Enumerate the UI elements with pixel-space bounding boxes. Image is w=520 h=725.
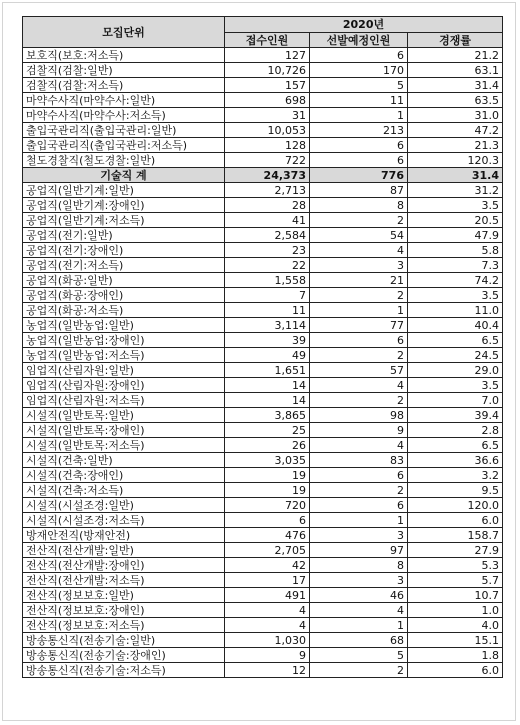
selected-cell: 87 — [310, 183, 408, 198]
rate-cell: 6.0 — [408, 663, 503, 678]
rate-cell: 158.7 — [408, 528, 503, 543]
applicants-cell: 11 — [225, 303, 310, 318]
table-row — [23, 138, 503, 153]
header-applicants: 접수인원 — [225, 33, 310, 48]
applicants-cell: 7 — [225, 288, 310, 303]
unit-cell: 보호직(보호:저소득) — [23, 48, 225, 63]
table-row — [23, 588, 503, 603]
unit-cell: 공업직(화공:일반) — [23, 273, 225, 288]
table-row — [23, 213, 503, 228]
applicants-cell: 14 — [225, 393, 310, 408]
applicants-cell: 128 — [225, 138, 310, 153]
applicants-cell: 19 — [225, 483, 310, 498]
selected-cell: 46 — [310, 588, 408, 603]
selected-cell: 1 — [310, 513, 408, 528]
selected-cell: 3 — [310, 528, 408, 543]
table-row — [23, 393, 503, 408]
rate-cell: 3.2 — [408, 468, 503, 483]
selected-cell: 11 — [310, 93, 408, 108]
rate-cell: 3.5 — [408, 198, 503, 213]
applicants-cell: 22 — [225, 258, 310, 273]
rate-cell: 31.0 — [408, 108, 503, 123]
selected-cell: 4 — [310, 603, 408, 618]
table-row — [23, 648, 503, 663]
rate-cell: 74.2 — [408, 273, 503, 288]
unit-cell: 시설직(건축:저소득) — [23, 483, 225, 498]
applicants-cell: 3,035 — [225, 453, 310, 468]
unit-cell: 임업직(산림자원:장애인) — [23, 378, 225, 393]
unit-cell: 검찰직(검찰:일반) — [23, 63, 225, 78]
rate-cell: 7.0 — [408, 393, 503, 408]
unit-cell: 농업직(일반농업:저소득) — [23, 348, 225, 363]
unit-cell: 전산직(정보보호:장애인) — [23, 603, 225, 618]
applicants-cell: 2,713 — [225, 183, 310, 198]
selected-cell: 2 — [310, 288, 408, 303]
applicants-cell: 42 — [225, 558, 310, 573]
rate-cell: 6.5 — [408, 438, 503, 453]
header-unit: 모집단위 — [23, 17, 225, 48]
rate-cell: 3.5 — [408, 378, 503, 393]
rate-cell: 1.8 — [408, 648, 503, 663]
unit-cell: 철도경찰직(철도경찰:일반) — [23, 153, 225, 168]
rate-cell: 40.4 — [408, 318, 503, 333]
selected-cell: 68 — [310, 633, 408, 648]
table-body — [23, 48, 503, 678]
unit-cell: 방송통신직(전송기술:장애인) — [23, 648, 225, 663]
applicants-cell: 4 — [225, 603, 310, 618]
rate-cell: 27.9 — [408, 543, 503, 558]
unit-cell: 공업직(일반기계:저소득) — [23, 213, 225, 228]
table-row — [23, 633, 503, 648]
table-row — [23, 108, 503, 123]
rate-cell: 4.0 — [408, 618, 503, 633]
table-row — [23, 543, 503, 558]
unit-cell: 공업직(전기:저소득) — [23, 258, 225, 273]
unit-cell: 전산직(정보보호:일반) — [23, 588, 225, 603]
applicants-cell: 23 — [225, 243, 310, 258]
table-row — [23, 438, 503, 453]
applicants-cell: 3,114 — [225, 318, 310, 333]
unit-cell: 임업직(산림자원:일반) — [23, 363, 225, 378]
unit-cell: 마약수사직(마약수사:저소득) — [23, 108, 225, 123]
selected-cell: 2 — [310, 348, 408, 363]
table-row — [23, 318, 503, 333]
table-row — [23, 618, 503, 633]
selected-cell: 6 — [310, 498, 408, 513]
table-row — [23, 483, 503, 498]
unit-cell: 전산직(전산개발:일반) — [23, 543, 225, 558]
table-row — [23, 273, 503, 288]
selected-cell: 54 — [310, 228, 408, 243]
applicants-cell: 17 — [225, 573, 310, 588]
table-row — [23, 363, 503, 378]
applicants-cell: 4 — [225, 618, 310, 633]
rate-cell: 3.5 — [408, 288, 503, 303]
unit-cell: 시설직(일반토목:일반) — [23, 408, 225, 423]
applicants-cell: 10,053 — [225, 123, 310, 138]
selected-cell: 4 — [310, 438, 408, 453]
table-row — [23, 558, 503, 573]
selected-cell: 5 — [310, 78, 408, 93]
rate-cell: 63.1 — [408, 63, 503, 78]
table-row — [23, 333, 503, 348]
selected-cell: 1 — [310, 108, 408, 123]
table-row — [23, 243, 503, 258]
unit-cell: 전산직(정보보호:저소득) — [23, 618, 225, 633]
table-row — [23, 48, 503, 63]
table-row — [23, 183, 503, 198]
selected-cell: 98 — [310, 408, 408, 423]
selected-cell: 77 — [310, 318, 408, 333]
unit-cell: 시설직(건축:일반) — [23, 453, 225, 468]
selected-cell: 6 — [310, 333, 408, 348]
applicants-cell: 491 — [225, 588, 310, 603]
applicants-cell: 698 — [225, 93, 310, 108]
table-row — [23, 453, 503, 468]
selected-cell: 1 — [310, 618, 408, 633]
unit-cell: 전산직(전산개발:장애인) — [23, 558, 225, 573]
table-row — [23, 258, 503, 273]
selected-cell: 83 — [310, 453, 408, 468]
selected-cell: 2 — [310, 213, 408, 228]
selected-cell: 6 — [310, 138, 408, 153]
unit-cell: 검찰직(검찰:저소득) — [23, 78, 225, 93]
applicants-cell: 1,651 — [225, 363, 310, 378]
table-row — [23, 288, 503, 303]
applicants-cell: 25 — [225, 423, 310, 438]
selected-cell: 2 — [310, 483, 408, 498]
table-row — [23, 63, 503, 78]
selected-cell: 6 — [310, 153, 408, 168]
rate-cell: 11.0 — [408, 303, 503, 318]
applicants-cell: 31 — [225, 108, 310, 123]
applicants-cell: 127 — [225, 48, 310, 63]
selected-cell: 3 — [310, 258, 408, 273]
selected-cell: 6 — [310, 48, 408, 63]
rate-cell: 7.3 — [408, 258, 503, 273]
rate-cell: 31.2 — [408, 183, 503, 198]
table-row — [23, 303, 503, 318]
applicants-cell: 2,584 — [225, 228, 310, 243]
selected-cell: 57 — [310, 363, 408, 378]
selected-cell: 1 — [310, 303, 408, 318]
unit-cell: 마약수사직(마약수사:일반) — [23, 93, 225, 108]
unit-cell: 공업직(화공:장애인) — [23, 288, 225, 303]
applicants-cell: 12 — [225, 663, 310, 678]
table-row — [23, 123, 503, 138]
unit-cell: 공업직(화공:저소득) — [23, 303, 225, 318]
applicants-cell: 26 — [225, 438, 310, 453]
applicants-cell: 9 — [225, 648, 310, 663]
table-row — [23, 663, 503, 678]
applicants-cell: 14 — [225, 378, 310, 393]
applicants-cell: 41 — [225, 213, 310, 228]
table-row — [23, 408, 503, 423]
applicants-cell: 39 — [225, 333, 310, 348]
selected-cell: 9 — [310, 423, 408, 438]
rate-cell: 29.0 — [408, 363, 503, 378]
table-row — [23, 198, 503, 213]
rate-cell: 47.9 — [408, 228, 503, 243]
table-row — [23, 423, 503, 438]
table-row — [23, 153, 503, 168]
unit-cell: 방송통신직(전송기술:저소득) — [23, 663, 225, 678]
unit-cell: 농업직(일반농업:일반) — [23, 318, 225, 333]
rate-cell: 5.8 — [408, 243, 503, 258]
applicants-cell: 28 — [225, 198, 310, 213]
selected-cell: 5 — [310, 648, 408, 663]
rate-cell: 15.1 — [408, 633, 503, 648]
rate-cell: 36.6 — [408, 453, 503, 468]
table-row — [23, 93, 503, 108]
rate-cell: 5.3 — [408, 558, 503, 573]
selected-cell: 4 — [310, 243, 408, 258]
unit-cell: 임업직(산림자원:저소득) — [23, 393, 225, 408]
unit-cell: 시설직(시설조경:저소득) — [23, 513, 225, 528]
unit-cell: 방재안전직(방재안전) — [23, 528, 225, 543]
applicants-cell: 722 — [225, 153, 310, 168]
rate-cell: 5.7 — [408, 573, 503, 588]
selected-cell: 213 — [310, 123, 408, 138]
selected-cell: 8 — [310, 558, 408, 573]
unit-cell: 기술직 계 — [23, 168, 225, 183]
table-row — [23, 513, 503, 528]
table-row — [23, 528, 503, 543]
applicants-cell: 6 — [225, 513, 310, 528]
rate-cell: 2.8 — [408, 423, 503, 438]
header-year: 2020년 — [225, 17, 503, 33]
applicants-cell: 49 — [225, 348, 310, 363]
rate-cell: 31.4 — [408, 78, 503, 93]
table-row — [23, 348, 503, 363]
table-row — [23, 228, 503, 243]
rate-cell: 6.0 — [408, 513, 503, 528]
unit-cell: 출입국관리직(출입국관리:일반) — [23, 123, 225, 138]
rate-cell: 20.5 — [408, 213, 503, 228]
rate-cell: 47.2 — [408, 123, 503, 138]
selected-cell: 776 — [310, 168, 408, 183]
rate-cell: 21.3 — [408, 138, 503, 153]
applicants-cell: 157 — [225, 78, 310, 93]
selected-cell: 2 — [310, 663, 408, 678]
unit-cell: 시설직(시설조경:일반) — [23, 498, 225, 513]
unit-cell: 시설직(일반토목:저소득) — [23, 438, 225, 453]
rate-cell: 10.7 — [408, 588, 503, 603]
table-row — [23, 378, 503, 393]
selected-cell: 4 — [310, 378, 408, 393]
table-row — [23, 573, 503, 588]
unit-cell: 시설직(건축:장애인) — [23, 468, 225, 483]
applicants-cell: 24,373 — [225, 168, 310, 183]
table-row — [23, 468, 503, 483]
unit-cell: 공업직(전기:장애인) — [23, 243, 225, 258]
selected-cell: 8 — [310, 198, 408, 213]
rate-cell: 31.4 — [408, 168, 503, 183]
applicants-cell: 720 — [225, 498, 310, 513]
unit-cell: 전산직(전산개발:저소득) — [23, 573, 225, 588]
rate-cell: 1.0 — [408, 603, 503, 618]
unit-cell: 방송통신직(전송기술:일반) — [23, 633, 225, 648]
selected-cell: 2 — [310, 393, 408, 408]
unit-cell: 공업직(일반기계:장애인) — [23, 198, 225, 213]
table-row — [23, 498, 503, 513]
unit-cell: 시설직(일반토목:장애인) — [23, 423, 225, 438]
rate-cell: 21.2 — [408, 48, 503, 63]
selected-cell: 3 — [310, 573, 408, 588]
rate-cell: 120.3 — [408, 153, 503, 168]
recruitment-table — [22, 16, 503, 678]
rate-cell: 9.5 — [408, 483, 503, 498]
unit-cell: 공업직(전기:일반) — [23, 228, 225, 243]
subtotal-row — [23, 168, 503, 183]
unit-cell: 출입국관리직(출입국관리:저소득) — [23, 138, 225, 153]
selected-cell: 97 — [310, 543, 408, 558]
unit-cell: 공업직(일반기계:일반) — [23, 183, 225, 198]
unit-cell: 농업직(일반농업:장애인) — [23, 333, 225, 348]
applicants-cell: 476 — [225, 528, 310, 543]
selected-cell: 170 — [310, 63, 408, 78]
selected-cell: 6 — [310, 468, 408, 483]
applicants-cell: 2,705 — [225, 543, 310, 558]
rate-cell: 63.5 — [408, 93, 503, 108]
applicants-cell: 3,865 — [225, 408, 310, 423]
header-selected: 선발예정인원 — [310, 33, 408, 48]
rate-cell: 6.5 — [408, 333, 503, 348]
applicants-cell: 1,558 — [225, 273, 310, 288]
rate-cell: 120.0 — [408, 498, 503, 513]
rate-cell: 24.5 — [408, 348, 503, 363]
table-row — [23, 603, 503, 618]
applicants-cell: 10,726 — [225, 63, 310, 78]
table-row — [23, 78, 503, 93]
applicants-cell: 1,030 — [225, 633, 310, 648]
header-rate: 경쟁률 — [408, 33, 503, 48]
applicants-cell: 19 — [225, 468, 310, 483]
selected-cell: 21 — [310, 273, 408, 288]
rate-cell: 39.4 — [408, 408, 503, 423]
